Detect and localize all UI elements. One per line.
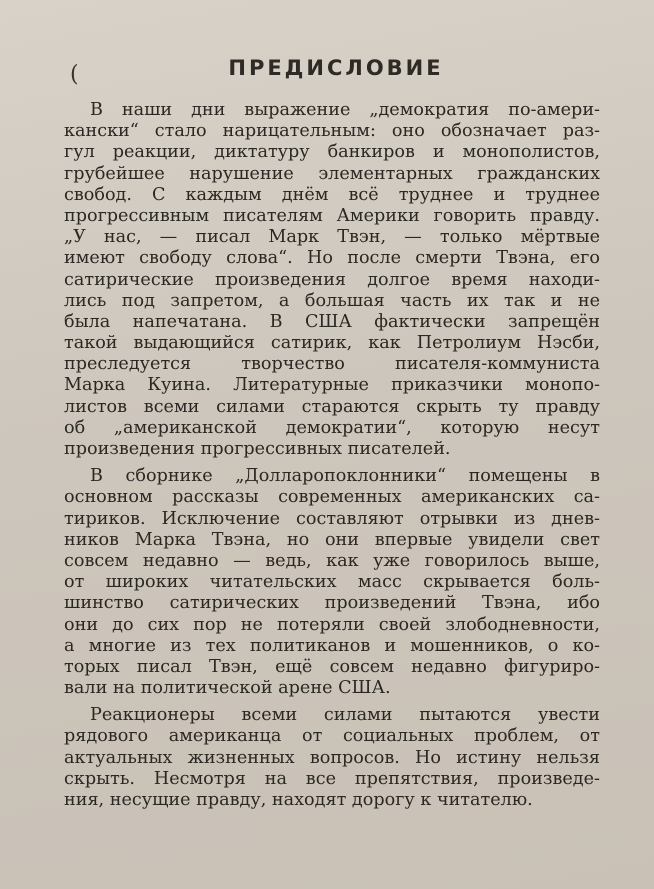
text-line: тириков. Исключение составляют отрывки из днев- <box>64 508 600 529</box>
text-line: преследуется творчество писателя-коммуниста <box>64 354 600 375</box>
text-line: актуальных жизненных вопросов. Но истину нельзя <box>64 747 600 768</box>
text-line: лись под запретом, а большая часть их так и не <box>64 290 600 311</box>
margin-mark: ( <box>70 62 79 87</box>
text-line: торых писал Твэн, ещё совсем недавно фигуриро- <box>64 656 600 677</box>
paragraph <box>64 100 600 460</box>
text-line: прогрессивным писателям Америки говорить правду. <box>64 205 600 226</box>
text-line: В сборнике „Долларопоклонники“ помещены в <box>90 466 600 487</box>
text-line: листов всеми силами стараются скрыть ту правду <box>64 396 600 417</box>
text-line: рядового американца от социальных проблем, от <box>64 726 600 747</box>
text-line: сатирические произведения долгое время находи- <box>64 269 600 290</box>
text-line: основном рассказы современных американских са- <box>64 487 600 508</box>
text-line: ников Марка Твэна, но они впервые увидели свет <box>64 529 600 550</box>
text-line: вали на политической арене США. <box>64 678 391 699</box>
text-line: шинство сатирических произведений Твэна, ибо <box>64 593 600 614</box>
text-line: Марка Куина. Литературные приказчики монопо- <box>64 375 600 396</box>
text-line: скрыть. Несмотря на все препятствия, произведе- <box>64 768 600 789</box>
text-line: ния, несущие правду, находят дорогу к читателю. <box>64 790 533 810</box>
text-line: В наши дни выражение „демократия по-амери- <box>90 100 600 120</box>
text-line: „У нас, — писал Марк Твэн, — только мёртвые <box>64 227 600 248</box>
page-title: ПРЕДИСЛОВИЕ <box>228 56 444 80</box>
text-line: такой выдающийся сатирик, как Петролиум Нэсби, <box>64 333 600 354</box>
text-line: от широких читательских масс скрывается боль- <box>64 572 600 593</box>
paragraph <box>64 466 600 699</box>
paragraph <box>64 705 600 811</box>
text-line: имеют свободу слова“. Но после смерти Твэна, его <box>64 248 600 269</box>
text-line: грубейшее нарушение элементарных гражданских <box>64 163 600 184</box>
text-line: а многие из тех политиканов и мошенников, о ко- <box>64 635 600 656</box>
text-line: совсем недавно — ведь, как уже говорилось выше, <box>64 550 600 571</box>
text-line: кански“ стало нарицательным: оно обозначает раз- <box>64 121 600 142</box>
text-line: об „американской демократии“, которую несут <box>64 417 600 438</box>
text-line: они до сих пор не потеряли своей злободневности, <box>64 614 600 635</box>
text-line: произведения прогрессивных писателей. <box>64 439 451 459</box>
text-line: Реакционеры всеми силами пытаются увести <box>90 705 600 726</box>
text-line: была напечатана. В США фактически запрещён <box>64 311 600 332</box>
page-body <box>64 100 600 817</box>
text-line: свобод. С каждым днём всё труднее и труднее <box>64 184 600 205</box>
text-line: гул реакции, диктатуру банкиров и монополистов, <box>64 142 600 163</box>
